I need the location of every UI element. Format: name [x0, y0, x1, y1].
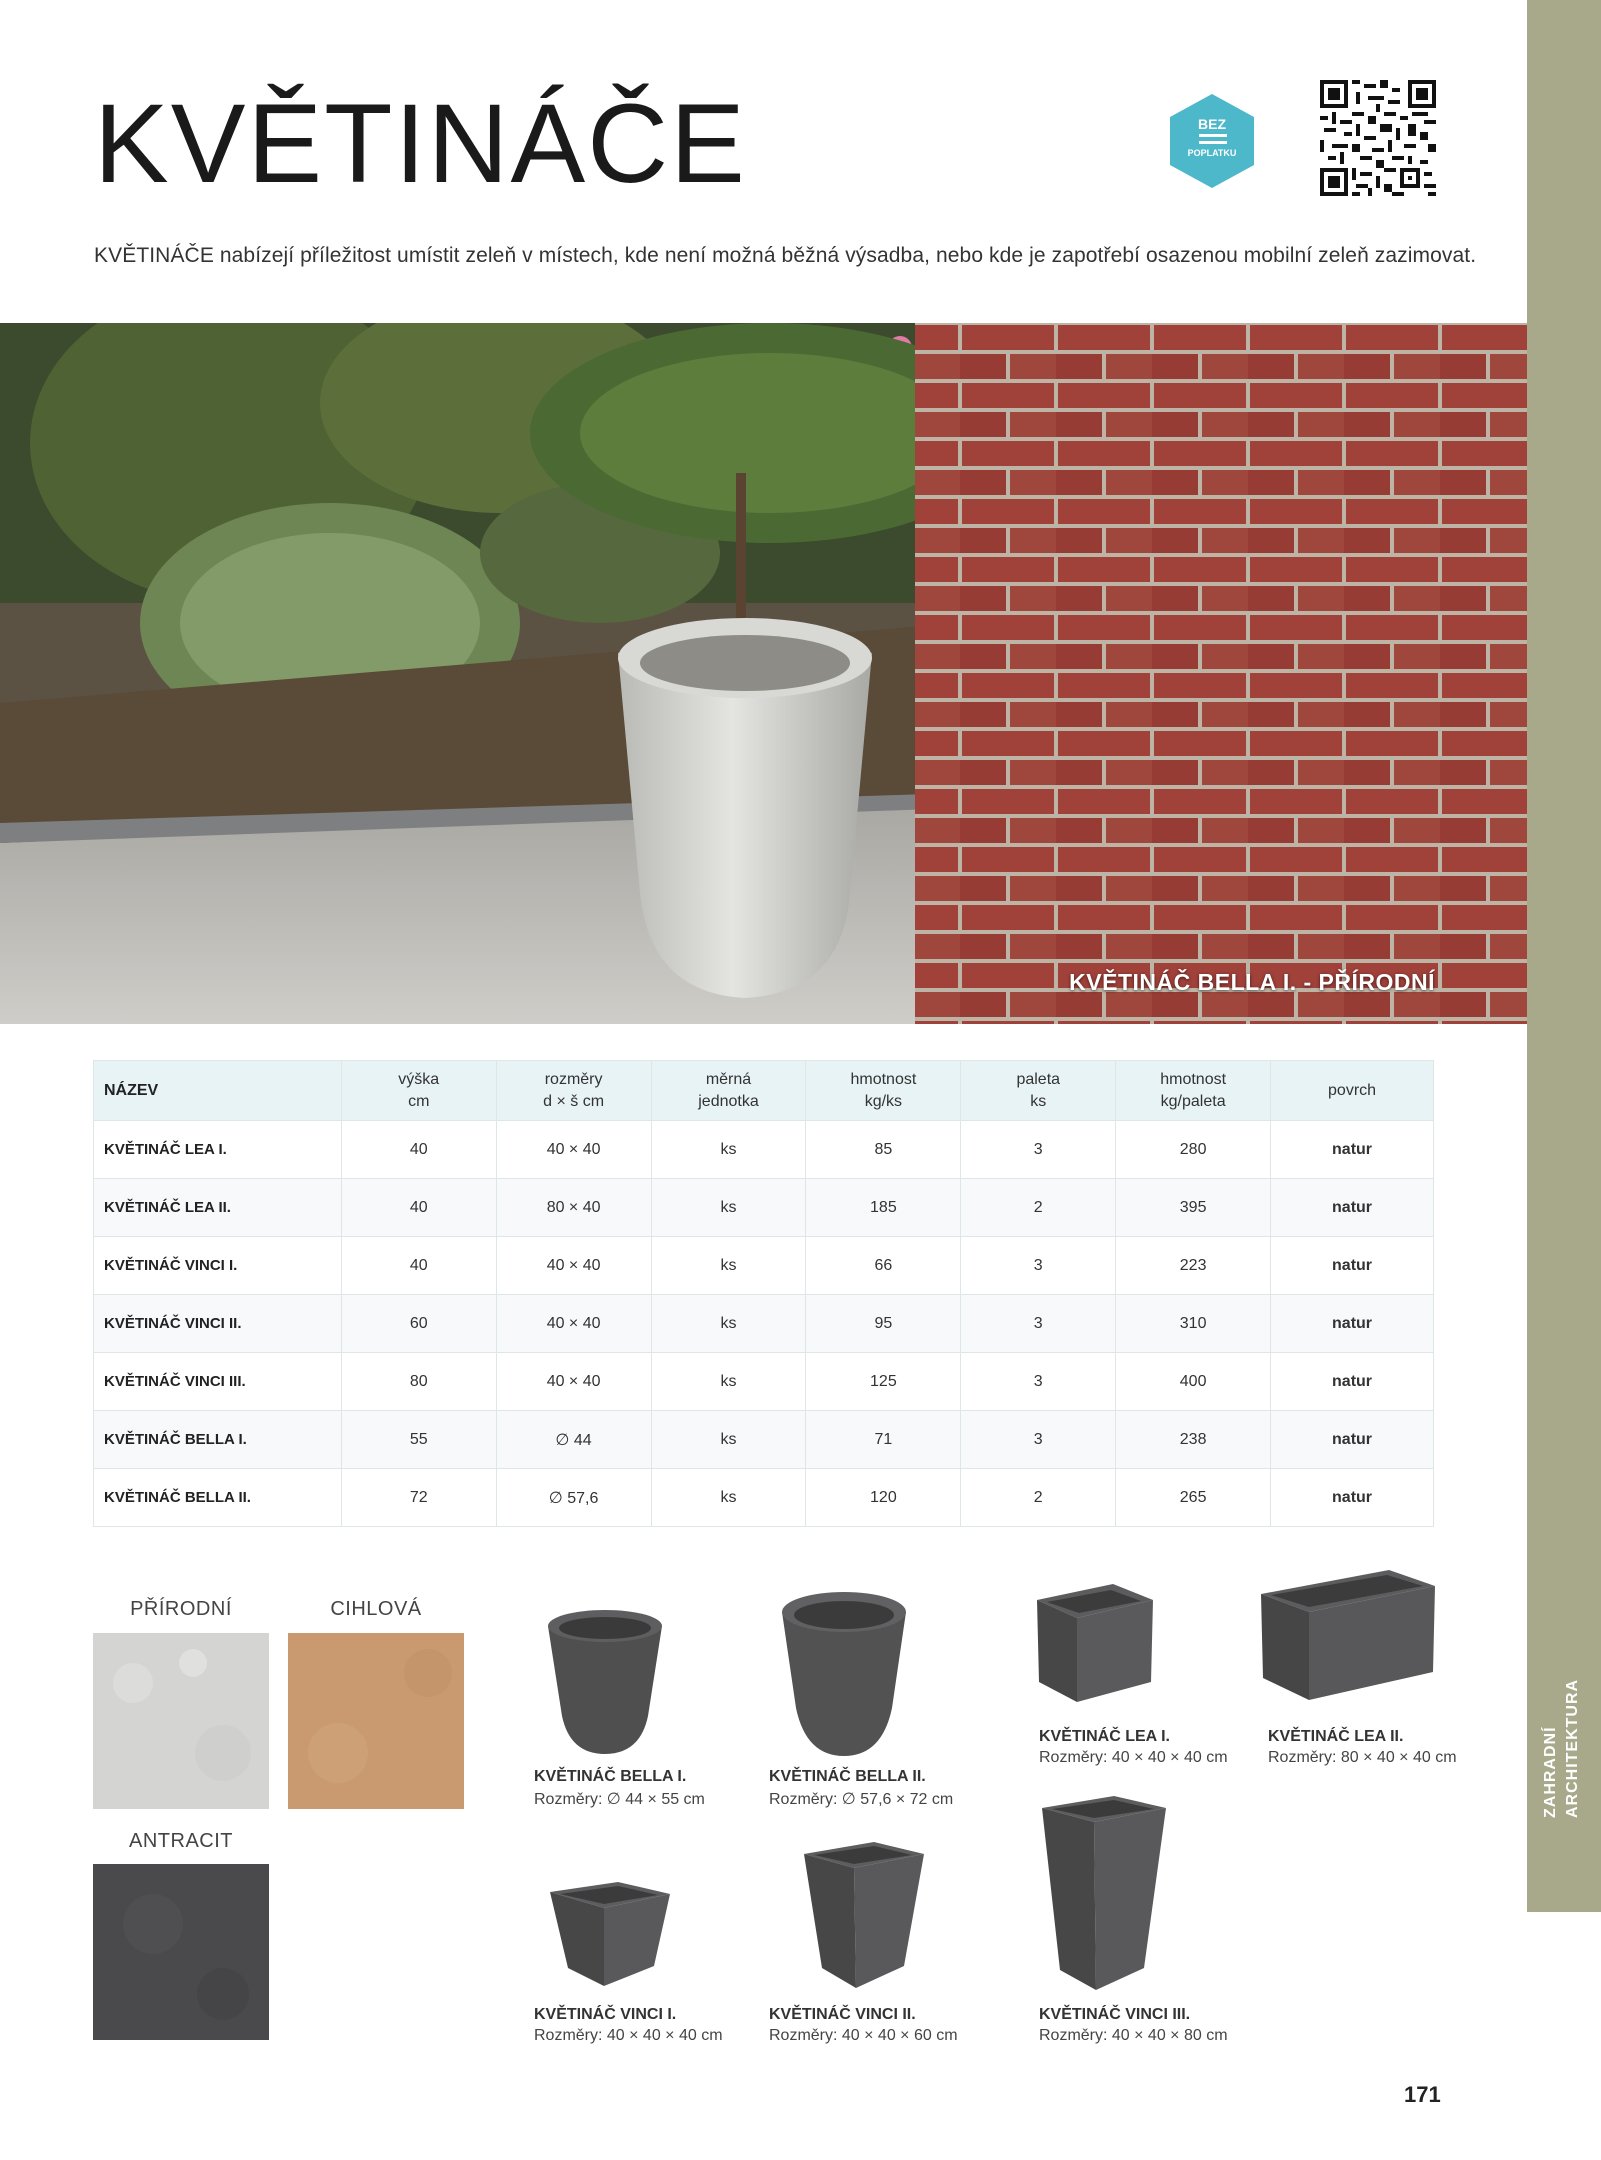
table-row: KVĚTINÁČ LEA II. 40 80 × 40 ks 185 2 395 natur	[94, 1179, 1434, 1237]
product-vinci-3: KVĚTINÁČ VINCI III. Rozměry: 40 × 40 × 80 cm	[1039, 2006, 1228, 2044]
bella-1-image	[540, 1606, 670, 1756]
product-vinci-1: KVĚTINÁČ VINCI I. Rozměry: 40 × 40 × 40 cm	[534, 2006, 723, 2044]
swatch-anthracite	[93, 1864, 269, 2040]
photo-caption: KVĚTINÁČ BELLA I. - PŘÍRODNÍ	[1069, 969, 1435, 995]
table-row: KVĚTINÁČ VINCI I. 40 40 × 40 ks 66 3 223 natur	[94, 1237, 1434, 1295]
badge-bottom-text: POPLATKU	[1187, 148, 1237, 158]
vinci-3-image	[1038, 1794, 1168, 1992]
table-row: KVĚTINÁČ VINCI III. 80 40 × 40 ks 125 3 400 natur	[94, 1353, 1434, 1411]
lea-2-image	[1259, 1568, 1437, 1702]
vinci-1-image	[548, 1880, 672, 1988]
col-pallet-weight: hmotnost kg/paleta	[1116, 1061, 1271, 1121]
page-title: KVĚTINÁČE	[94, 81, 747, 206]
swatch-label-brick: CIHLOVÁ	[330, 1598, 422, 1620]
table-row: KVĚTINÁČ LEA I. 40 40 × 40 ks 85 3 280 natur	[94, 1121, 1434, 1179]
swatch-label-anthracite: ANTRACIT	[129, 1830, 233, 1852]
table-row: KVĚTINÁČ BELLA I. 55 ∅ 44 ks 71 3 238 natur	[94, 1411, 1434, 1469]
sidebar-section-label: ZAHRADNÍ ARCHITEKTURA	[1542, 1678, 1581, 1818]
page-number: 171	[1404, 2082, 1441, 2107]
table-row: KVĚTINÁČ VINCI II. 60 40 × 40 ks 95 3 310 natur	[94, 1295, 1434, 1353]
col-name: NÁZEV	[94, 1061, 342, 1121]
col-dimensions: rozměry d × š cm	[496, 1061, 651, 1121]
col-unit: měrná jednotka	[651, 1061, 806, 1121]
table-header-row	[94, 1061, 1434, 1121]
swatch-label-natural: PŘÍRODNÍ	[130, 1598, 232, 1620]
col-pallet: paleta ks	[961, 1061, 1116, 1121]
free-of-charge-badge	[1168, 92, 1256, 190]
pallet-icon	[1199, 134, 1227, 144]
hero-photo	[0, 323, 1527, 1024]
spec-table	[93, 1060, 1434, 1527]
col-height: výška cm	[341, 1061, 496, 1121]
product-bella-2: KVĚTINÁČ BELLA II. Rozměry: ∅ 57,6 × 72 cm	[769, 1768, 954, 1808]
badge-top-text: BEZ	[1198, 116, 1226, 132]
swatch-brick	[288, 1633, 464, 1809]
intro-text: KVĚTINÁČE nabízejí příležitost umístit zeleň v místech, kde není možná běžná výsadba, nebo kde je zapotřebí osazenou mobilní zeleň zazimovat.	[94, 244, 1477, 267]
table-row: KVĚTINÁČ BELLA II. 72 ∅ 57,6 ks 120 2 265 natur	[94, 1469, 1434, 1527]
product-lea-1: KVĚTINÁČ LEA I. Rozměry: 40 × 40 × 40 cm	[1039, 1728, 1228, 1766]
lea-1-image	[1035, 1582, 1155, 1704]
bella-2-image	[774, 1588, 914, 1758]
product-lea-2: KVĚTINÁČ LEA II. Rozměry: 80 × 40 × 40 cm	[1268, 1728, 1457, 1766]
col-surface: povrch	[1271, 1061, 1434, 1121]
vinci-2-image	[800, 1840, 926, 1990]
col-weight: hmotnost kg/ks	[806, 1061, 961, 1121]
qr-code-icon[interactable]	[1320, 80, 1436, 196]
swatch-natural	[93, 1633, 269, 1809]
product-bella-1: KVĚTINÁČ BELLA I. Rozměry: ∅ 44 × 55 cm	[534, 1768, 705, 1808]
product-vinci-2: KVĚTINÁČ VINCI II. Rozměry: 40 × 40 × 60 cm	[769, 2006, 958, 2044]
